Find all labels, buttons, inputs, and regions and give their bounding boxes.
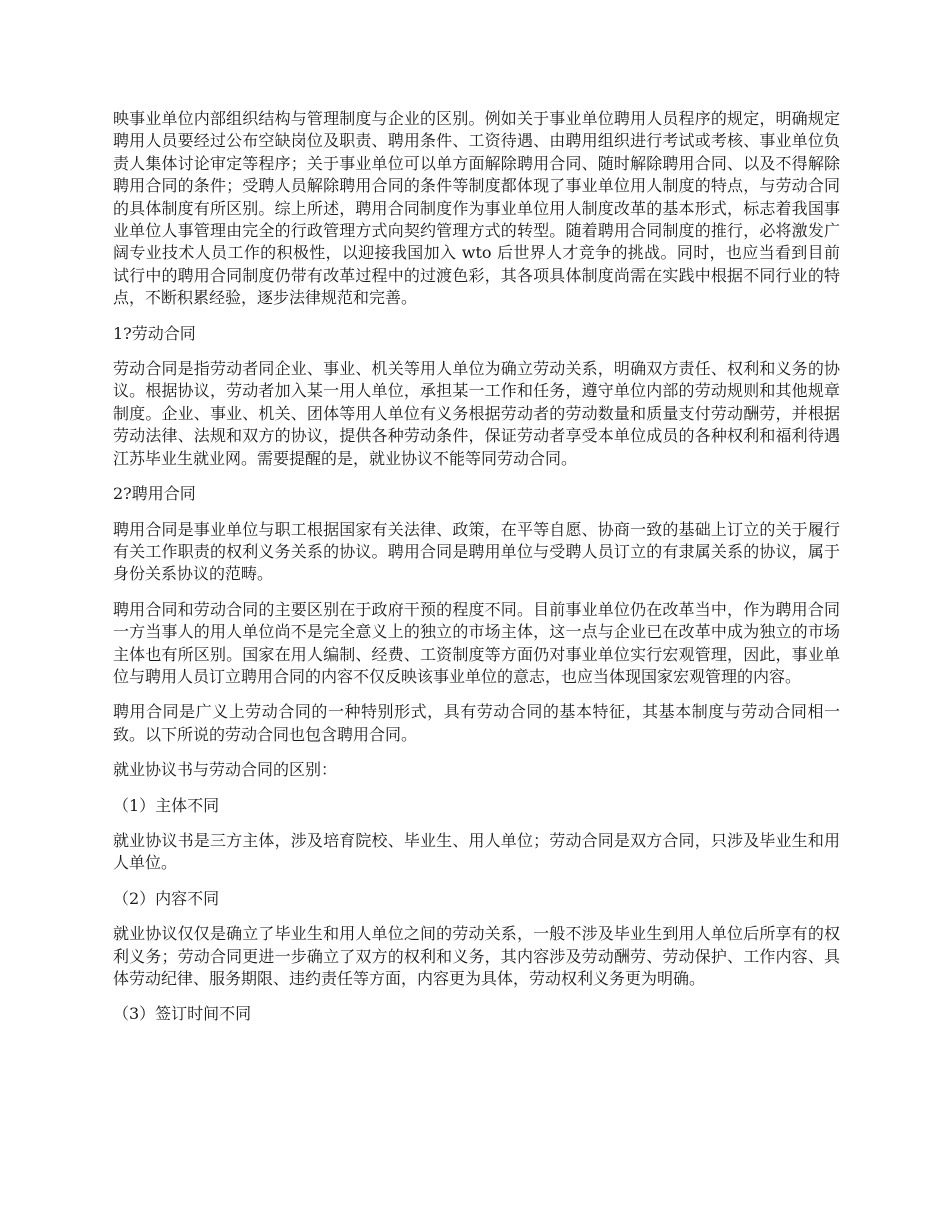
heading-labor-contract: 1?劳动合同: [113, 323, 196, 343]
paragraph-special-form: 聘用合同是广义上劳动合同的一种特别形式，具有劳动合同的基本特征，其基本制度与劳动合同相一致。以下所说的劳动合同也包含聘用合同。: [113, 702, 840, 744]
subheading-signing-time: （3）签订时间不同: [113, 1004, 252, 1024]
document-page: [113, 108, 840, 1039]
paragraph-employment-contract: 聘用合同是事业单位与职工根据国家有关法律、政策，在平等自愿、协商一致的基础上订立的关于履行有关工作职责的权利义务关系的协议。聘用合同是聘用单位与受聘人员订立的有隶属关系的协议，属于身份关系协议的范畴。: [113, 519, 840, 584]
subheading-subject: （1）主体不同: [113, 795, 220, 815]
paragraph-main-difference: 聘用合同和劳动合同的主要区别在于政府干预的程度不同。目前事业单位仍在改革当中，作为聘用合同一方当事人的用人单位尚不是完全意义上的独立的市场主体，这一点与企业已在改革中成为独立的市场主体也有所区别。国家在用人编制、经费、工资制度等方面仍对事业单位实行宏观管理，因此，事业单位与聘用人员订立聘用合同的内容不仅反映该事业单位的意志，也应当体现国家宏观管理的内容。: [113, 599, 840, 686]
heading-differences: 就业协议书与劳动合同的区别：: [113, 760, 338, 780]
subheading-content: （2）内容不同: [113, 888, 220, 908]
heading-employment-contract: 2?聘用合同: [113, 484, 196, 504]
paragraph-subject: 就业协议书是三方主体，涉及培育院校、毕业生、用人单位；劳动合同是双方合同，只涉及毕业生和用人单位。: [113, 830, 840, 873]
paragraph-labor-contract: 劳动合同是指劳动者同企业、事业、机关等用人单位为确立劳动关系，明确双方责任、权利和义务的协议。根据协议，劳动者加入某一用人单位，承担某一工作和任务，遵守单位内部的劳动规则和其他规章制度。企业、事业、机关、团体等用人单位有义务根据劳动者的劳动数量和质量支付劳动酬劳，并根据劳动法律、法规和双方的协议，提供各种劳动条件，保证劳动者享受本单位成员的各种权利和福利待遇江苏毕业生就业网。需要提醒的是，就业协议不能等同劳动合同。: [113, 359, 840, 468]
paragraph-intro: 映事业单位内部组织结构与管理制度与企业的区别。例如关于事业单位聘用人员程序的规定，明确规定聘用人员要经过公布空缺岗位及职责、聘用条件、工资待遇、由聘用组织进行考试或考核、事业单位负责人集体讨论审定等程序；关于事业单位可以单方面解除聘用合同、随时解除聘用合同、以及不得解除聘用合同的条件；受聘人员解除聘用合同的条件等制度都体现了事业单位用人制度的特点，与劳动合同的具体制度有所区别。综上所述，聘用合同制度作为事业单位用人制度改革的基本形式，标志着我国事业单位人事管理由完全的行政管理方式向契约管理方式的转型。随着聘用合同制度的推行，必将激发广阔专业技术人员工作的积极性，以迎接我国加入 wto 后世界人才竞争的挑战。同时，也应当看到目前试行中的聘用合同制度仍带有改革过程中的过渡色彩，其各项具体制度尚需在实践中根据不同行业的特点，不断积累经验，逐步法律规范和完善。: [113, 109, 840, 308]
paragraph-content: 就业协议仅仅是确立了毕业生和用人单位之间的劳动关系，一般不涉及毕业生到用人单位后所享有的权利义务；劳动合同更进一步确立了双方的权利和义务，其内容涉及劳动酬劳、劳动保护、工作内容、具体劳动纪律、服务期限、违约责任等方面，内容更为具体，劳动权利义务更为明确。: [113, 924, 840, 988]
